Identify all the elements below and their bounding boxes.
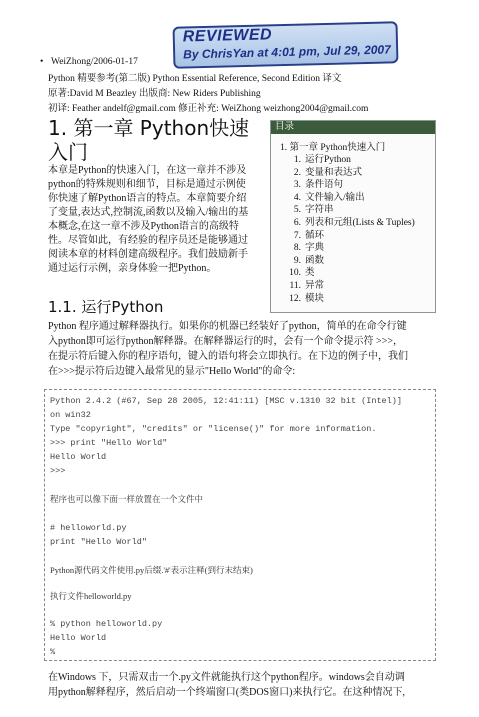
toc-item-label: 字典 (305, 243, 325, 254)
toc-item-number: 6. (293, 217, 301, 228)
toc-item[interactable] (287, 179, 415, 192)
toc-item[interactable] (287, 217, 415, 230)
toc-item-label: 字符串 (305, 205, 334, 216)
toc-item-label: 变量和表达式 (305, 167, 363, 178)
bottom-paragraph (48, 670, 440, 700)
reviewed-stamp (173, 21, 399, 68)
section-paragraph (48, 319, 440, 379)
toc-item-label: 列表和元组(Lists & Tuples) (305, 217, 415, 228)
code-line: % python helloworld.py (50, 619, 163, 629)
code-line: # helloworld.py (50, 523, 127, 533)
toc-list (287, 154, 415, 305)
author-date: • WeiZhong/2006-01-17 (51, 57, 138, 67)
code-line: print "Hello World" (50, 537, 147, 547)
paragraph-line: 用python解释程序，然后启动一个终端窗口(类DOS窗口)来执行它。在这种情况下, (48, 687, 405, 698)
code-line: % (50, 647, 56, 657)
toc-item[interactable] (287, 242, 415, 255)
code-note: Python源代码文件使用.py后缀.'#'表示注释(到行末结束) (50, 565, 253, 575)
chapter-title-line2: 入门 (48, 140, 88, 164)
toc-item-number: 7. (293, 230, 301, 241)
toc-item-number: 9. (293, 255, 301, 266)
intro-line: python的特殊规则和细节，目标是通过示例使 (48, 179, 246, 190)
chapter-title-line1: 1. 第一章 Python快速 (48, 116, 250, 140)
toc-item[interactable] (287, 167, 415, 180)
intro-line: 本章是Python的快速入门，在这一章并不涉及 (48, 165, 247, 176)
toc-item-label: 异常 (305, 280, 325, 291)
code-line: on win32 (50, 410, 91, 420)
intro-line: 性。尽管如此，有经验的程序员还是能够通过 (48, 235, 248, 246)
toc-item-number: 5. (293, 205, 301, 216)
intro-line: 了变量,表达式,控制流,函数以及输入/输出的基 (48, 207, 249, 218)
paragraph-line: 入python即可运行python解释器。在解释器运行的时，会有一个命令提示符 >>>， (48, 336, 403, 347)
intro-line: 通过运行示例，亲身体验一把Python。 (48, 263, 217, 274)
toc-item[interactable] (287, 267, 415, 280)
stamp-subtitle: By ChrisYan at 4:01 pm, Jul 29, 2007 (183, 42, 391, 62)
toc-item-number: 12. (289, 293, 301, 304)
chapter-title (48, 116, 253, 164)
paragraph-line: 在Windows 下，只需双击一个.py文件就能执行这个python程序。windows会自动调 (48, 672, 405, 683)
code-line: >>> print "Hello World" (50, 438, 168, 448)
paragraph-line: 在>>>提示符后边键入最常见的显示"Hello World"的命令: (48, 366, 296, 377)
code-line: >>> (50, 466, 66, 476)
toc-item[interactable] (287, 255, 415, 268)
toc-item-number: 8. (293, 243, 301, 254)
intro-line: 阅读本章的材料创建高级程序。我们鼓励新手 (48, 249, 248, 260)
code-example-box (44, 389, 436, 661)
chapter-intro (48, 164, 253, 276)
toc-item[interactable] (287, 293, 415, 306)
toc-chapter-link[interactable]: 1. 第一章 Python快速入门 (280, 143, 386, 153)
code-note: 程序也可以像下面一样放置在一个文件中 (50, 494, 204, 504)
toc-item-number: 1. (293, 155, 301, 165)
toc-item[interactable] (287, 192, 415, 205)
toc-item[interactable] (287, 204, 415, 217)
code-note: 执行文件helloworld.py (50, 591, 132, 601)
toc-item-label: 类 (305, 268, 315, 279)
code-line: Python 2.4.2 (#67, Sep 28 2005, 12:41:11) [MSC v.1310 32 bit (Intel)] (50, 396, 402, 406)
book-title-line: Python 精要参考(第二版) Python Essential Reference, Second Edition 译文 (48, 74, 342, 84)
toc-item-label: 模块 (305, 293, 325, 304)
toc-item[interactable] (287, 280, 415, 293)
toc-item-number: 3. (293, 180, 301, 191)
paragraph-line: 在提示符后键入你的程序语句，键入的语句将会立即执行。在下边的例子中，我们 (48, 351, 408, 362)
section-title: 1.1. 运行Python (48, 298, 164, 316)
toc-heading: 目录 (271, 121, 435, 134)
toc-item-label: 条件语句 (305, 180, 344, 191)
toc-item-label: 函数 (305, 255, 325, 266)
code-line: Hello World (50, 633, 107, 643)
intro-line: 本概念,在这一章不涉及Python语言的高级特 (48, 221, 239, 232)
toc-item-number: 4. (293, 192, 301, 203)
toc-item[interactable] (287, 154, 415, 167)
intro-line: 你快速了解Python语言的特点。本章简要介绍 (48, 193, 247, 204)
toc-item-label: 运行Python (305, 155, 351, 165)
toc-item-label: 循环 (305, 230, 325, 241)
stamp-title: REVIEWED (182, 26, 273, 46)
toc-item-number: 2. (293, 167, 301, 178)
code-line: Type "copyright", "credits" or "license()" for more information. (50, 424, 377, 434)
toc-item-number: 10. (289, 268, 301, 279)
paragraph-line: Python 程序通过解释器执行。如果你的机器已经装好了python，简单的在命令行键 (48, 321, 407, 332)
toc-item-label: 文件输入/输出 (305, 192, 365, 203)
translator-line: 初译: Feather andelf@gmail.com 修正补充: WeiZhong weizhong2004@gmail.com (48, 104, 369, 114)
original-author-line: 原著:David M Beazley 出版商: New Riders Publishing (48, 89, 261, 99)
table-of-contents (270, 120, 436, 313)
toc-item-number: 11. (289, 280, 301, 291)
code-line: Hello World (50, 452, 107, 462)
toc-item[interactable] (287, 230, 415, 243)
